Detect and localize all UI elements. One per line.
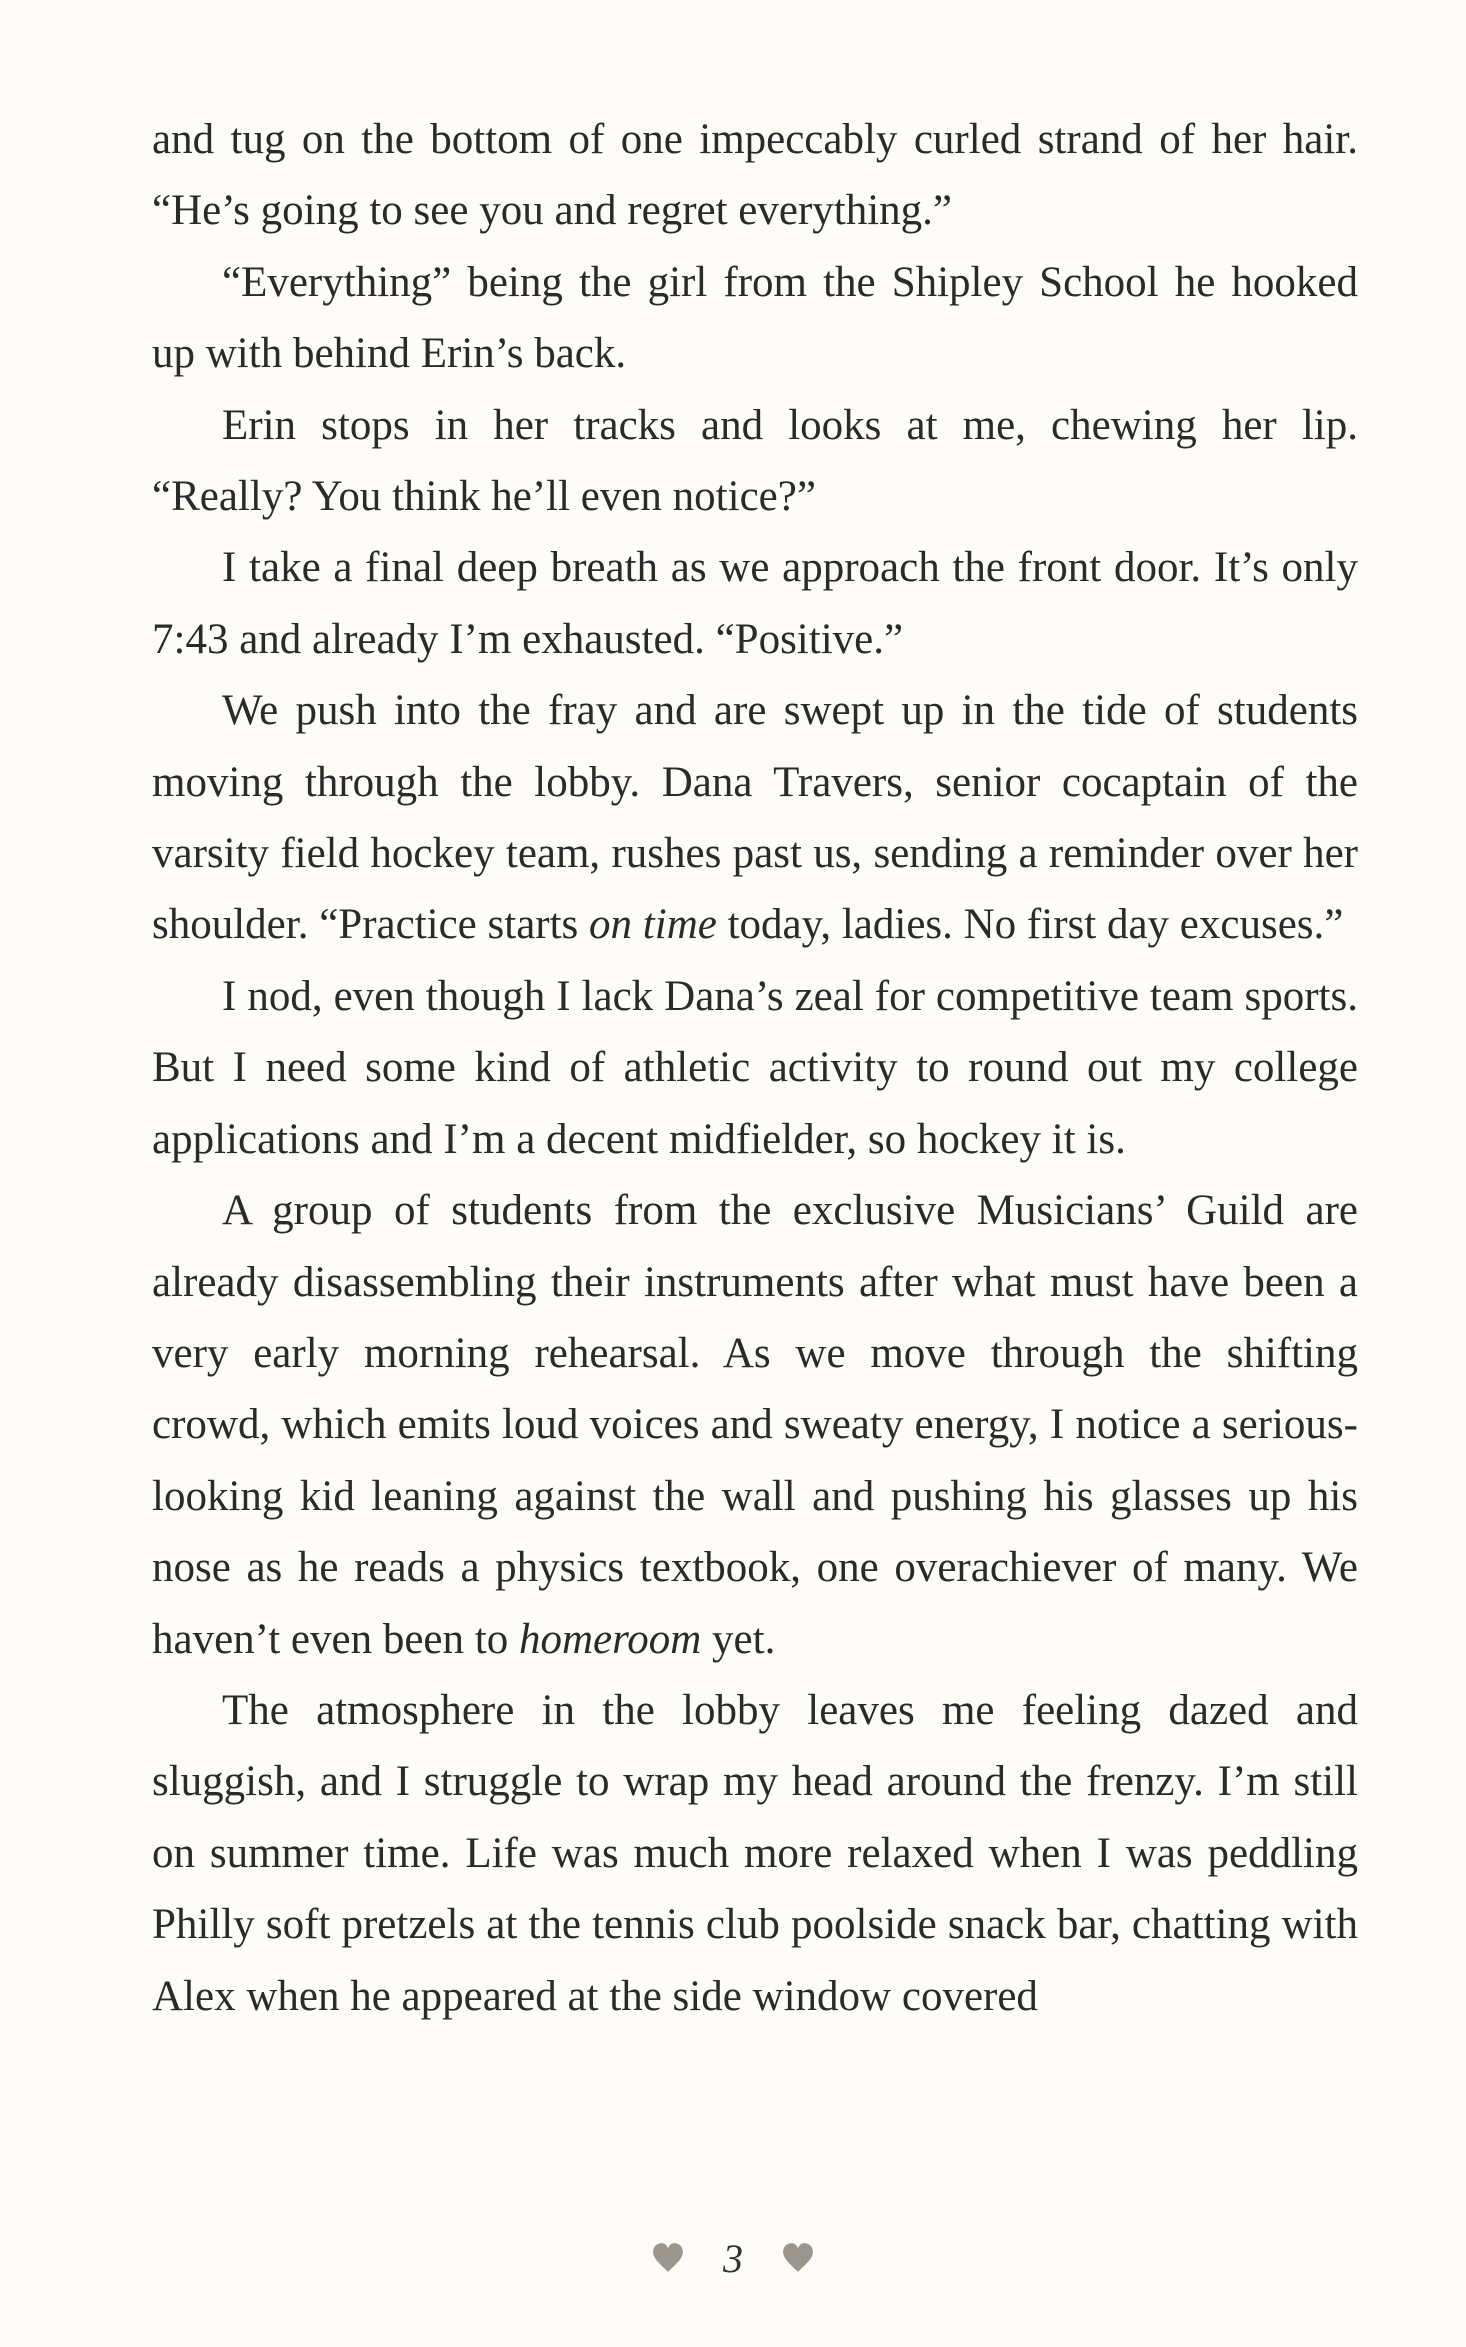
paragraph-6 <box>152 961 1358 1175</box>
paragraph-5-text-b: today, ladies. No first day excuses.” <box>716 901 1344 949</box>
paragraph-7-text-a: A group of students from the exclusive Musicians’ Guild are already disassembling their instruments after what must have been a very early morning rehearsal. As we move through the shifting crowd, which emits loud voices and sweaty energy, I notice a serious-looking kid leaning against the wall and pushing his glasses up his nose as he reads a physics textbook, one overachiever of many. We haven’t even been to <box>152 1187 1358 1663</box>
paragraph-7 <box>152 1175 1358 1675</box>
paragraph-4 <box>152 532 1358 675</box>
paragraph-6-text: I nod, even though I lack Dana’s zeal for competitive team sports. But I need some kind of athletic activity to round out my college applications and I’m a decent midfielder, so hockey it is. <box>152 972 1358 1163</box>
paragraph-1-text: and tug on the bottom of one impeccably curled strand of her hair. “He’s going to see you and regret everything.” <box>152 116 1358 235</box>
body-text <box>152 104 1358 2032</box>
paragraph-2 <box>152 247 1358 390</box>
paragraph-1 <box>152 104 1358 247</box>
paragraph-5 <box>152 675 1358 961</box>
paragraph-5-italic: on time <box>589 901 717 949</box>
paragraph-8-text: The atmosphere in the lobby leaves me feeling dazed and sluggish, and I struggle to wrap my head around the frenzy. I’m still on summer time. Life was much more relaxed when I was peddling Philly soft pretzels at the tennis club poolside snack bar, chatting with Alex when he appeared at the side window covered <box>152 1686 1358 2020</box>
paragraph-5-text-a: We push into the fray and are swept up in the tide of students moving through the lobby. Dana Travers, senior cocaptain of the varsity field hockey team, rushes past us, sending a reminder over her shoulder. “Practice starts <box>152 687 1358 949</box>
paragraph-7-text-b: yet. <box>701 1615 776 1663</box>
heart-icon <box>651 2241 685 2275</box>
paragraph-3-text: Erin stops in her tracks and looks at me, chewing her lip. “Really? You think he’ll even notice?” <box>152 401 1358 521</box>
paragraph-3 <box>152 390 1358 533</box>
paragraph-7-italic: homeroom <box>518 1615 702 1663</box>
paragraph-8 <box>152 1675 1358 2032</box>
paragraph-2-text: “Everything” being the girl from the Shipley School he hooked up with behind Erin’s back. <box>152 258 1358 378</box>
heart-icon <box>781 2241 815 2275</box>
page-number: 3 <box>723 2235 743 2281</box>
paragraph-4-text: I take a final deep breath as we approach the front door. It’s only 7:43 and already I’m exhausted. “Positive.” <box>152 544 1358 663</box>
page-footer <box>0 2228 1466 2288</box>
